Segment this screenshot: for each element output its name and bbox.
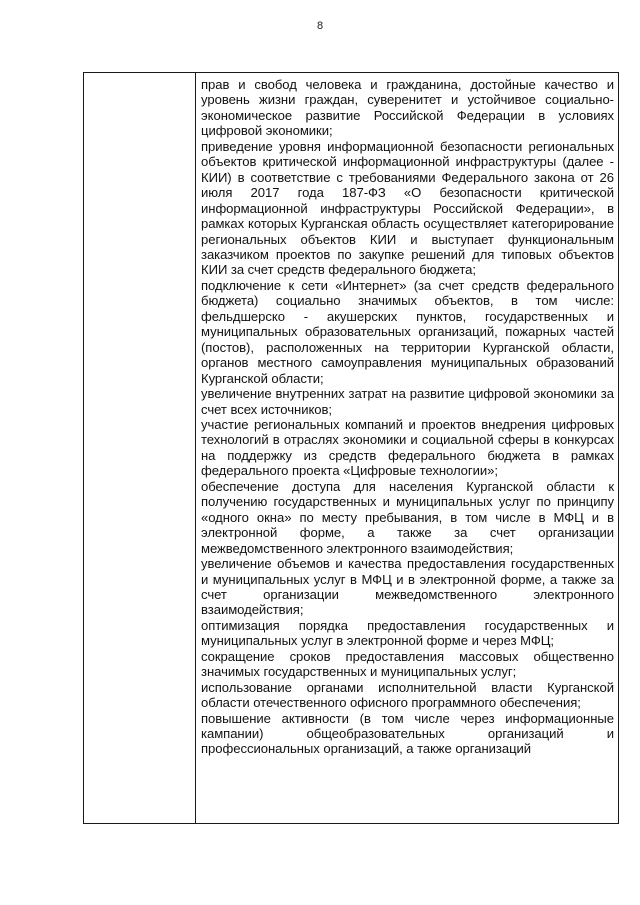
table-right-cell: [201, 77, 614, 757]
paragraph: использование органами исполнительной власти Курганской области отечественного офисного программного обеспечения;: [201, 679, 614, 711]
table-left-cell: [84, 73, 195, 823]
paragraph: увеличение объемов и качества предоставления государственных и муниципальных услуг в МФЦ и в электронной форме, а также за счет организации межведомственного электронного взаимодействия;: [201, 556, 614, 618]
column-divider: [195, 73, 196, 823]
paragraph: участие региональных компаний и проектов внедрения цифровых технологий в отраслях экономики и социальной сферы в конкурсах на поддержку из средств федерального бюджета в рамках федерального проекта «Цифровые технологии»;: [201, 416, 614, 479]
paragraph: сокращение сроков предоставления массовых общественно значимых государственных и муниципальных услуг;: [201, 648, 614, 680]
paragraph: прав и свобод человека и гражданина, достойные качество и уровень жизни граждан, суверенитет и устойчивое социально-экономическое развитие Российской Федерации в условиях цифровой экономики;: [201, 77, 614, 139]
paragraph: подключение к сети «Интернет» (за счет средств федерального бюджета) социально значимых объектов, в том числе: фельдшерско - акушерских пунктов, государственных и муниципальных образовательных организаций, пожарных частей (постов), расположенных на территории Курганской области, органов местного самоуправления муниципальных образований Курганской области;: [201, 277, 614, 386]
paragraph: увеличение внутренних затрат на развитие цифровой экономики за счет всех источников;: [201, 386, 614, 417]
paragraph: приведение уровня информационной безопасности региональных объектов критической информационной инфраструктуры (далее - КИИ) в соответствие с требованиями Федерального закона от 26 июля 2017 года 187-ФЗ «О безопасности критической информационной инфраструктуры Российской Федерации», в рамках которых Курганская область осуществляет категорирование региональных объектов КИИ и выступает функциональным заказчиком проектов по закупке решений для типовых объектов КИИ за счет средств федерального бюджета;: [201, 138, 614, 278]
paragraph: оптимизация порядка предоставления государственных и муниципальных услуг в электронной форме и через МФЦ;: [201, 617, 614, 649]
content-table: [83, 72, 619, 824]
paragraph: повышение активности (в том числе через информационные кампании) общеобразовательных организаций и профессиональных организаций, а также организаций: [201, 710, 614, 757]
paragraph: обеспечение доступа для населения Курганской области к получению государственных и муниципальных услуг по принципу «одного окна» по месту пребывания, в том числе в МФЦ и в электронной форме, а также за счет организации межведомственного электронного взаимодействия;: [201, 478, 614, 556]
page-number: 8: [316, 20, 324, 32]
